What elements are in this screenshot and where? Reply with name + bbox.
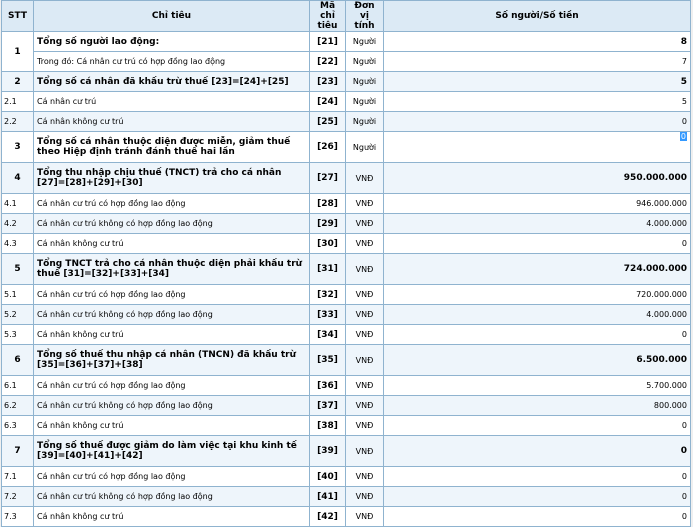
table-row: [2, 234, 691, 254]
row-label: Cá nhân cư trú: [34, 92, 310, 112]
value-field[interactable]: 0: [384, 234, 691, 254]
row-stt: 2.2: [2, 112, 34, 132]
row-unit: VNĐ: [346, 194, 384, 214]
row-stt: 3: [2, 132, 34, 163]
value-field[interactable]: 0: [384, 416, 691, 436]
value-field[interactable]: 0: [384, 325, 691, 345]
row-code: [30]: [310, 234, 346, 254]
row-unit: VNĐ: [346, 214, 384, 234]
row-label: Cá nhân không cư trú: [34, 112, 310, 132]
table-row: [2, 194, 691, 214]
value-field[interactable]: 6.500.000: [384, 345, 691, 376]
row-label: Cá nhân cư trú không có hợp đồng lao động: [34, 214, 310, 234]
table-row: [2, 32, 691, 52]
row-stt: 4.2: [2, 214, 34, 234]
value-field[interactable]: 724.000.000: [384, 254, 691, 285]
row-code: [27]: [310, 163, 346, 194]
value-field[interactable]: 0: [384, 436, 691, 467]
row-code: [39]: [310, 436, 346, 467]
row-code: [24]: [310, 92, 346, 112]
row-unit: Người: [346, 112, 384, 132]
row-label: Tổng số người lao động:: [34, 32, 310, 52]
row-stt: 6.2: [2, 396, 34, 416]
row-unit: VNĐ: [346, 396, 384, 416]
row-label: Tổng số cá nhân thuộc diện được miễn, giảm thuế theo Hiệp định tránh đánh thuế hai lần: [34, 132, 310, 163]
row-label: Tổng số cá nhân đã khấu trừ thuế [23]=[24]+[25]: [34, 72, 310, 92]
table-row: [2, 132, 691, 163]
row-unit: VNĐ: [346, 325, 384, 345]
value-field[interactable]: 0: [384, 487, 691, 507]
table-row: [2, 416, 691, 436]
value-field[interactable]: 5: [384, 92, 691, 112]
row-label: Trong đó: Cá nhân cư trú có hợp đồng lao động: [34, 52, 310, 72]
row-code: [41]: [310, 487, 346, 507]
row-label: Cá nhân không cư trú: [34, 416, 310, 436]
table-row: [2, 254, 691, 285]
row-unit: Người: [346, 92, 384, 112]
row-stt: 1: [2, 32, 34, 72]
value-field[interactable]: 0: [384, 112, 691, 132]
value-field[interactable]: 950.000.000: [384, 163, 691, 194]
row-unit: VNĐ: [346, 467, 384, 487]
row-label: Cá nhân cư trú có hợp đồng lao động: [34, 194, 310, 214]
table-row: [2, 436, 691, 467]
row-code: [22]: [310, 52, 346, 72]
table-row: [2, 92, 691, 112]
row-label: Cá nhân không cư trú: [34, 234, 310, 254]
row-unit: Người: [346, 132, 384, 163]
row-stt: 5.1: [2, 285, 34, 305]
value-field[interactable]: 800.000: [384, 396, 691, 416]
table-row: [2, 214, 691, 234]
value-field[interactable]: 8: [384, 32, 691, 52]
row-code: [29]: [310, 214, 346, 234]
row-stt: 7.3: [2, 507, 34, 527]
row-unit: Người: [346, 72, 384, 92]
header-so-tien: Số người/Số tiền: [384, 1, 691, 32]
row-code: [34]: [310, 325, 346, 345]
value-field[interactable]: 720.000.000: [384, 285, 691, 305]
value-field[interactable]: 0: [384, 467, 691, 487]
value-field[interactable]: 5: [384, 72, 691, 92]
row-stt: 4.1: [2, 194, 34, 214]
row-code: [32]: [310, 285, 346, 305]
row-code: [23]: [310, 72, 346, 92]
table-row: [2, 285, 691, 305]
row-code: [36]: [310, 376, 346, 396]
row-code: [28]: [310, 194, 346, 214]
table-row: [2, 345, 691, 376]
table-row: [2, 325, 691, 345]
row-unit: VNĐ: [346, 376, 384, 396]
row-label: Cá nhân cư trú có hợp đồng lao động: [34, 467, 310, 487]
row-label: Cá nhân cư trú không có hợp đồng lao động: [34, 487, 310, 507]
table-row: [2, 487, 691, 507]
row-unit: VNĐ: [346, 305, 384, 325]
table-row: [2, 376, 691, 396]
row-code: [21]: [310, 32, 346, 52]
row-code: [37]: [310, 396, 346, 416]
row-unit: VNĐ: [346, 234, 384, 254]
table-row: [2, 507, 691, 527]
row-stt: 2: [2, 72, 34, 92]
row-stt: 5: [2, 254, 34, 285]
row-label: Cá nhân không cư trú: [34, 507, 310, 527]
row-label: Cá nhân không cư trú: [34, 325, 310, 345]
row-unit: VNĐ: [346, 163, 384, 194]
tax-declaration-table: [1, 0, 691, 527]
row-code: [42]: [310, 507, 346, 527]
row-label: Cá nhân cư trú không có hợp đồng lao động: [34, 305, 310, 325]
row-code: [35]: [310, 345, 346, 376]
table-row: [2, 72, 691, 92]
row-stt: 7.1: [2, 467, 34, 487]
table-header-row: [2, 1, 691, 32]
table-row: [2, 305, 691, 325]
row-code: [38]: [310, 416, 346, 436]
selected-value[interactable]: 0: [680, 132, 686, 141]
row-stt: 6.3: [2, 416, 34, 436]
row-unit: VNĐ: [346, 487, 384, 507]
row-stt: 6.1: [2, 376, 34, 396]
table-row: [2, 396, 691, 416]
row-label: Cá nhân cư trú có hợp đồng lao động: [34, 285, 310, 305]
row-label: Tổng thu nhập chịu thuế (TNCT) trả cho cá nhân [27]=[28]+[29]+[30]: [34, 163, 310, 194]
row-stt: 2.1: [2, 92, 34, 112]
row-stt: 7.2: [2, 487, 34, 507]
header-stt: STT: [2, 1, 34, 32]
row-code: [40]: [310, 467, 346, 487]
row-code: [31]: [310, 254, 346, 285]
row-stt: 4: [2, 163, 34, 194]
row-label: Tổng số thuế được giảm do làm việc tại khu kinh tế [39]=[40]+[41]+[42]: [34, 436, 310, 467]
value-field[interactable]: 0: [384, 507, 691, 527]
value-field[interactable]: 5.700.000: [384, 376, 691, 396]
row-code: [33]: [310, 305, 346, 325]
row-stt: 5.2: [2, 305, 34, 325]
row-unit: VNĐ: [346, 416, 384, 436]
row-stt: 5.3: [2, 325, 34, 345]
row-code: [26]: [310, 132, 346, 163]
header-chi-tieu: Chỉ tiêu: [34, 1, 310, 32]
value-field[interactable]: 946.000.000: [384, 194, 691, 214]
row-label: Cá nhân cư trú có hợp đồng lao động: [34, 376, 310, 396]
row-label: Cá nhân cư trú không có hợp đồng lao động: [34, 396, 310, 416]
value-field[interactable]: 4.000.000: [384, 214, 691, 234]
row-label: Tổng TNCT trả cho cá nhân thuộc diện phải khấu trừ thuế [31]=[32]+[33]+[34]: [34, 254, 310, 285]
value-field[interactable]: [384, 132, 691, 163]
row-code: [25]: [310, 112, 346, 132]
value-field[interactable]: 4.000.000: [384, 305, 691, 325]
header-ma-chi-tieu: Mã chỉ tiêu: [310, 1, 346, 32]
table-row: [2, 112, 691, 132]
table-row: [2, 467, 691, 487]
row-stt: 4.3: [2, 234, 34, 254]
table-row: [2, 163, 691, 194]
row-unit: Người: [346, 32, 384, 52]
row-unit: VNĐ: [346, 254, 384, 285]
row-label: Tổng số thuế thu nhập cá nhân (TNCN) đã khấu trừ [35]=[36]+[37]+[38]: [34, 345, 310, 376]
row-unit: VNĐ: [346, 436, 384, 467]
value-field[interactable]: 7: [384, 52, 691, 72]
row-unit: VNĐ: [346, 285, 384, 305]
row-stt: 7: [2, 436, 34, 467]
row-unit: VNĐ: [346, 345, 384, 376]
header-don-vi: Đơn vị tính: [346, 1, 384, 32]
table-row: [2, 52, 691, 72]
row-unit: VNĐ: [346, 507, 384, 527]
row-unit: Người: [346, 52, 384, 72]
row-stt: 6: [2, 345, 34, 376]
